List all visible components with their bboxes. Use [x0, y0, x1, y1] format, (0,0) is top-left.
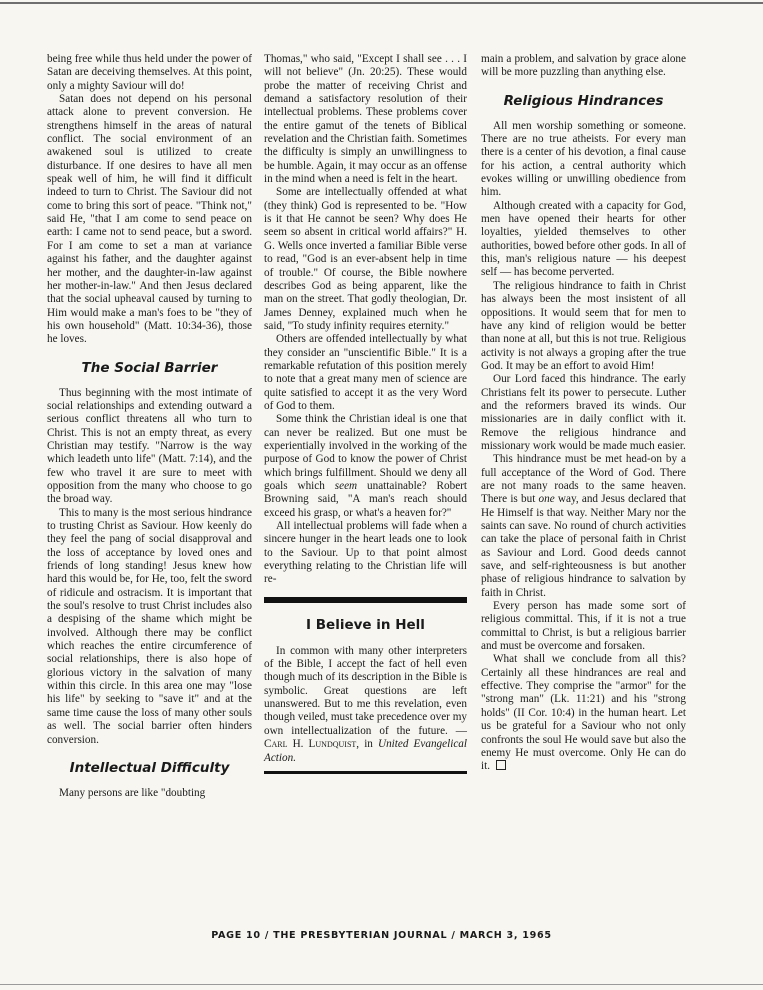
paragraph: Every person has made some sort of religious committal. This, if it is not a true committal to Christ, is but a religious barrier and must be overcome and forsaken.	[481, 600, 686, 653]
box-source: United Evangelical Action.	[264, 738, 467, 764]
section-heading-religious-hindrances: Religious Hindrances	[503, 92, 664, 109]
section-heading-intellectual-difficulty: Intellectual Difficulty	[69, 759, 230, 776]
text-run: In common with many other interpreters of the Bible, I accept the fact of hell even though much of its description in the Bible is symbolic. Great questions are left unanswered. But to me this revelation, even though veiled, must take precedence over my own intellectualization of the future. —	[264, 644, 467, 737]
column-left	[47, 53, 252, 800]
box-paragraph	[264, 645, 467, 765]
paragraph: The religious hindrance to faith in Christ has always been the most insistent of all oppositions. It would seem that for men to have any kind of religion would be better than none at all, but this is not true. Religious activity is not always a groping after the true God. It may be an effort to avoid Him!	[481, 279, 686, 372]
text-run: unattainable? Robert Browning said, "A man's reach should exceed his grasp, or what's a heaven for?"	[264, 480, 467, 519]
paragraph	[481, 653, 686, 773]
emphasis: one	[538, 493, 555, 506]
paragraph: Some are intellectually offended at what (they think) God is represented to be. "How is it that He cannot be seen? Why does He seem so absent in critical world affairs?" H. G. Wells once inverted a familiar Bible verse to read, "God is an ever-absent help in time of trouble." Of course, the Bible nowhere describes God as being apparent, like the man on the street. That godly theologian, Dr. James Denney, explained much when he said, "To study infinity requires eternity."	[264, 186, 467, 332]
text-run: What shall we conclude from all this? Certainly all these hindrances are real and effective. They comprise the "armor" for the "strong man" (Lk. 11:21) and his "strong holds" (II Cor. 10:4) in the human heart. Let us be grateful for a Saviour who not only confronts the soul He would save but also the enemy He must overcome. Only He can do it.	[481, 653, 686, 773]
column-right	[481, 53, 686, 774]
text-run: This hindrance must be met head-on by a full acceptance of the Word of God. There are not many roads to the same heaven. There is but	[481, 453, 686, 506]
sidebar-box	[264, 617, 467, 765]
paragraph: Others are offended intellectually by what they consider an "unscientific Bible." It is a remarkable refutation of this position merely to note that a great many men of science are quite satisfied to accept it as the very Word of God to them.	[264, 333, 467, 412]
paragraph: Although created with a capacity for God, men have opened their hearts for other loyalties, yielded themselves to other authorities, bowed before other gods. In all of this, man's religious nature — his deepest self — has become perverted.	[481, 199, 686, 279]
scan-edge-top	[0, 2, 763, 4]
paragraph: All intellectual problems will fade when a sincere hunger in the heart leads one to look to the Saviour. Up to that point almost everything relating to the Christian life will re-	[264, 520, 467, 586]
paragraph: being free while thus held under the power of Satan are deceiving themselves. At this point, only a mighty Saviour will do!	[47, 53, 252, 92]
text-run: way, and Jesus declared that He Himself is that way. Neither Mary nor the saints can save. No round of church activities can take the place of personal faith in Christ as Saviour and Lord. Good deeds cannot save, and self-righteousness is but another phase of religious hindrance to salvation by faith in Christ.	[481, 493, 686, 599]
paragraph: Our Lord faced this hindrance. The early Christians felt its power to persecute. Luther and the reformers braved its winds. Our missionaries are in daily conflict with it. Remove the religious hindrance and missionary work would be made much easier.	[481, 373, 686, 452]
section-heading-social-barrier: The Social Barrier	[81, 359, 218, 376]
paragraph: Satan does not depend on his personal attack alone to prevent conversion. He strengthens himself in the areas of natural conflict. The social environment of an awakened soul is utilized to create disturbance. If one desires to have all men speak well of him, he will find it difficult indeed to turn to Christ. The Saviour did not come to bring this sort of peace. "Think not," said He, "that I am come to send peace on earth: I came not to send peace, but a sword. For I am come to set a man at variance against his father, and the daughter against her mother, and the daughter-in-law against her mother-in-law." And then Jesus declared that the social upheaval caused by turning to Him would make a man's foes to be "they of his own household" (Matt. 10:34-36), those he loves.	[47, 93, 252, 346]
paragraph: Thus beginning with the most intimate of social relationships and extending outward a serious conflict threatens all who turn to Christ. This is not an empty threat, as every Christian may testify. "Narrow is the way which leadeth unto life" (Matt. 7:14), and the few who travel it are sure to meet with opposition from the many who choose to go the broad way.	[47, 386, 252, 506]
box-heading: I Believe in Hell	[306, 616, 425, 633]
paragraph: This to many is the most serious hindrance to trusting Christ as Saviour. How keenly do they feel the pang of social disapproval and the loss of acceptance by loved ones and friends of long standing! Jesus knew how hard this would be, for He, too, felt the sword of ridicule and ostracism. It is important that the soul's resolve to trust Christ includes also a despising of the shame which might be involved. Although there may be conflict which reaches the entire circumference of social relationships, there is also hope of glorious victory in the salvation of many within this circle. In this area one may "lose his life" by seeking to "save it" and at the same time cause the loss of many other souls as well. The social barrier often hinders conversion.	[47, 506, 252, 746]
end-of-article-icon	[496, 760, 506, 770]
page-footer: PAGE 10 / THE PRESBYTERIAN JOURNAL / MARCH 3, 1965	[211, 930, 552, 941]
paragraph	[264, 413, 467, 520]
column-middle	[264, 53, 467, 774]
scan-edge-bottom	[0, 984, 763, 985]
paragraph: All men worship something or someone. There are no true atheists. For every man there is a center of his devotion, a final cause for his action, a central authority which evokes willing or unwilling obedience from him.	[481, 119, 686, 199]
box-rule-bottom	[264, 771, 467, 774]
text-run: , in	[356, 738, 378, 751]
paragraph	[481, 453, 686, 600]
paragraph: main a problem, and salvation by grace alone will be more puzzling than anything else.	[481, 53, 686, 79]
box-author: Carl H. Lundquist	[264, 738, 357, 751]
paragraph: Thomas," who said, "Except I shall see . . . I will not believe" (Jn. 20:25). These would probe the matter of receiving Christ and demand a satisfactory resolution of their intellectual problems. These problems cover the entire gamut of the tenets of Biblical revelation and the Christian faith. Sometimes the difficulty is simply an unwillingness to be humble. Again, it may occur as an offense in the mind when a need is felt in the heart.	[264, 53, 467, 186]
emphasis: seem	[334, 480, 358, 492]
text-run: Some think the Christian ideal is one that can never be realized. But one must be experientially involved in the working of the purpose of God to know the power of Christ which brings fulfillment. Should we deny all goals which	[264, 413, 467, 492]
paragraph: Many persons are like "doubting	[59, 786, 206, 799]
box-rule-top	[264, 597, 467, 603]
